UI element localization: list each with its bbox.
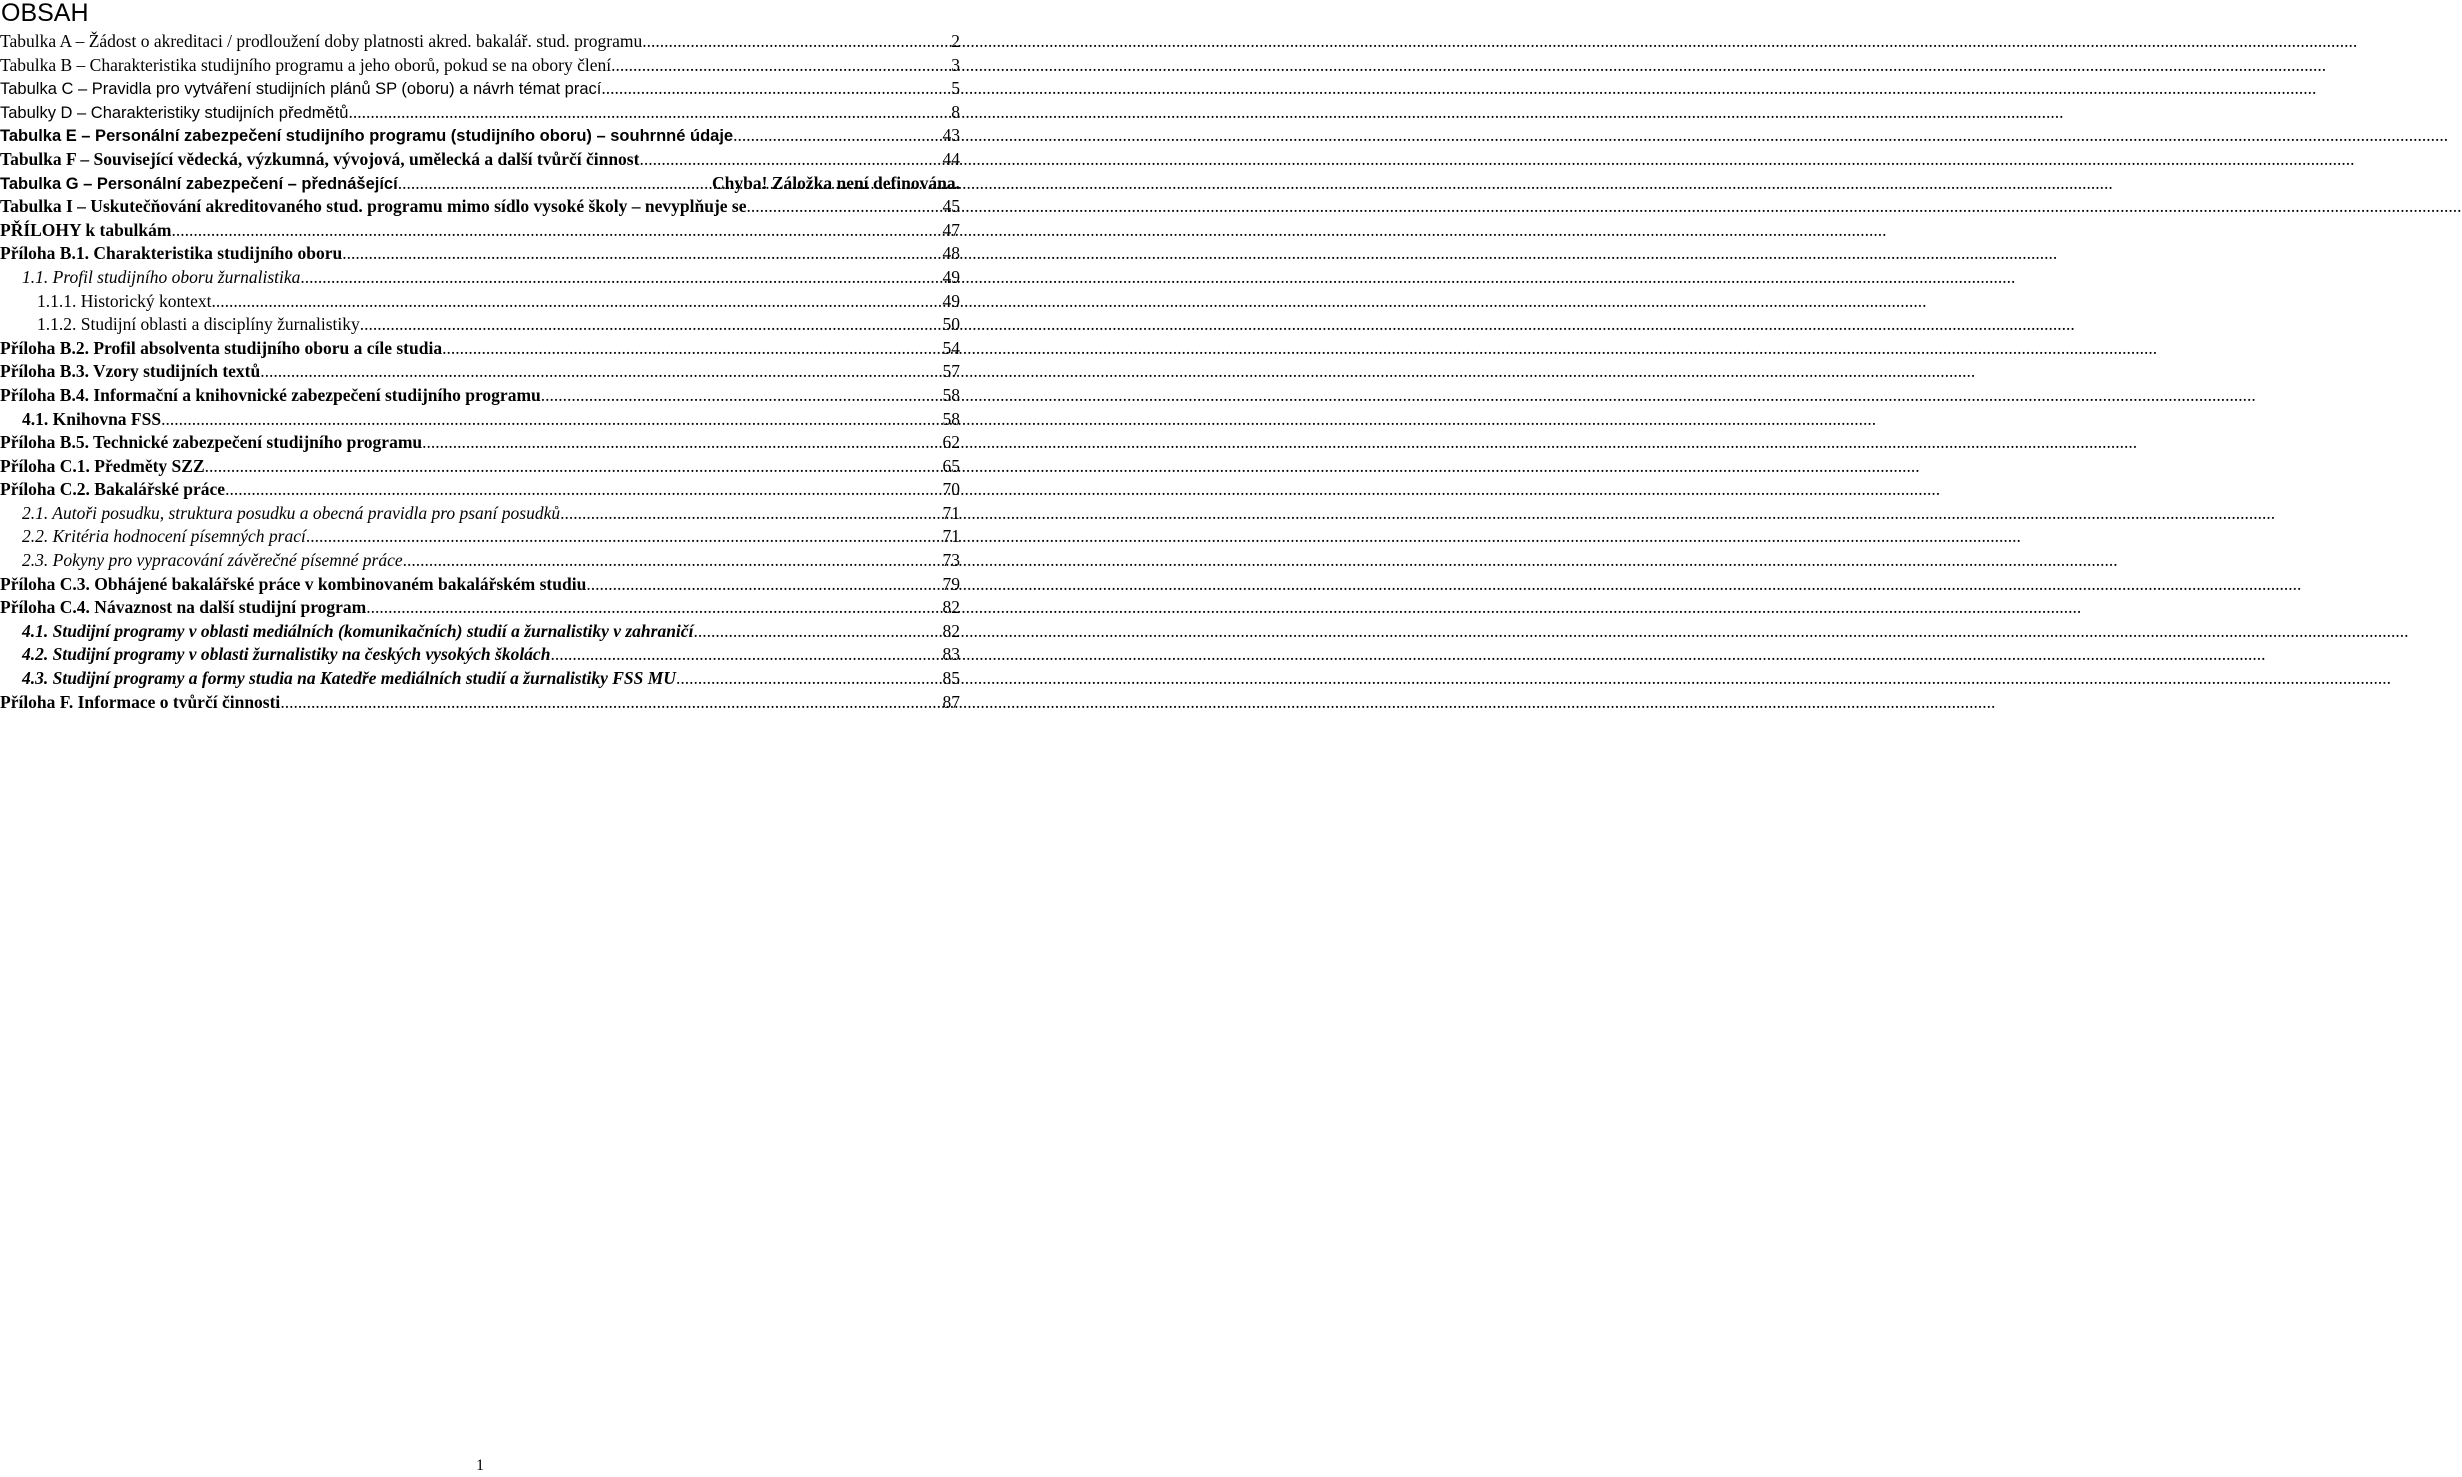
toc-entry[interactable]	[0, 431, 960, 455]
toc-leader-dots	[747, 195, 940, 219]
toc-entry-title: Příloha C.4. Návaznost na další studijní program	[0, 597, 367, 618]
toc-entry-page: 65	[942, 455, 960, 476]
toc-entry[interactable]	[0, 148, 960, 172]
toc-leader-dots	[212, 290, 940, 314]
toc-entry-title: Tabulka B – Charakteristika studijního programu a jeho oborů, pokud se na obory člení	[0, 54, 612, 75]
toc-entry-title: 1.1. Profil studijního oboru žurnalistika	[22, 266, 301, 287]
toc-leader-dots	[693, 620, 939, 644]
toc-entry[interactable]	[0, 124, 960, 148]
toc-entry[interactable]	[0, 643, 960, 667]
toc-entry[interactable]	[0, 219, 960, 243]
toc-entry-title: 4.2. Studijní programy v oblasti žurnalistiky na českých vysokých školách	[22, 644, 551, 665]
toc-entry[interactable]	[0, 478, 960, 502]
toc-entry-title: Příloha C.2. Bakalářské práce	[0, 479, 226, 500]
toc-entry-page: 49	[942, 266, 960, 287]
toc-leader-dots	[280, 691, 939, 715]
table-of-contents	[0, 30, 960, 714]
toc-leader-dots	[260, 360, 939, 384]
toc-entry-page: 82	[942, 620, 960, 641]
toc-entry-page: 57	[942, 361, 960, 382]
toc-entry-page: 71	[942, 526, 960, 547]
toc-entry-page: 5	[951, 78, 960, 99]
toc-entry-title: Příloha B.2. Profil absolventa studijního oboru a cíle studia	[0, 337, 443, 358]
toc-entry-page: 71	[942, 502, 960, 523]
toc-entry-title: Tabulka C – Pravidla pro vytváření studijních plánů SP (oboru) a návrh témat prací	[0, 80, 602, 99]
toc-entry-title: Příloha F. Informace o tvůrčí činnosti	[0, 691, 281, 712]
toc-entry[interactable]	[0, 195, 960, 219]
toc-entry-page: 43	[942, 125, 960, 146]
toc-entry-title: Tabulka A – Žádost o akreditaci / prodloužení doby platnosti akred. bakalář. stud. programu	[0, 31, 643, 51]
toc-entry-page: Chyba! Záložka není definována.	[712, 172, 960, 193]
toc-entry-title: 4.3. Studijní programy a formy studia na Katedře mediálních studií a žurnalistiky FSS MU	[22, 668, 676, 689]
toc-entry-page: 70	[942, 479, 960, 500]
toc-entry[interactable]	[0, 549, 960, 573]
toc-entry-page: 44	[942, 148, 960, 169]
toc-entry-page: 79	[942, 573, 960, 594]
toc-leader-dots	[342, 242, 939, 266]
toc-entry[interactable]	[0, 384, 960, 408]
toc-leader-dots	[733, 124, 939, 148]
toc-entry[interactable]	[0, 573, 960, 597]
toc-entry[interactable]	[0, 77, 960, 101]
toc-entry[interactable]	[0, 313, 960, 337]
toc-leader-dots	[398, 172, 709, 196]
toc-leader-dots	[639, 148, 939, 172]
toc-entry-page: 83	[942, 644, 960, 665]
toc-leader-dots	[541, 384, 940, 408]
toc-entry-title: Příloha B.5. Technické zabezpečení studijního programu	[0, 432, 423, 453]
toc-entry-title: 4.1. Knihovna FSS	[22, 408, 162, 429]
toc-leader-dots	[348, 101, 948, 125]
toc-entry-title: Tabulka E – Personální zabezpečení studijního programu (studijního oboru) – souhrnné údaje	[0, 127, 734, 146]
toc-entry-title: 1.1.2. Studijní oblasti a disciplíny žurnalistiky	[37, 314, 360, 335]
toc-leader-dots	[560, 502, 939, 526]
toc-entry[interactable]	[0, 620, 960, 644]
toc-entry-page: 73	[942, 550, 960, 571]
toc-entry[interactable]	[0, 290, 960, 314]
toc-entry[interactable]	[0, 502, 960, 526]
toc-entry[interactable]	[0, 408, 960, 432]
toc-leader-dots	[306, 525, 940, 549]
toc-leader-dots	[366, 596, 939, 620]
toc-entry-title: Tabulka I – Uskutečňování akreditovaného stud. programu mimo sídlo vysoké školy – nevyplňuje se	[0, 196, 747, 217]
toc-leader-dots	[586, 573, 939, 597]
toc-entry[interactable]	[0, 667, 960, 691]
toc-entry-title: 4.1. Studijní programy v oblasti mediálních (komunikačních) studií a žurnalistiky v zahraničí	[22, 620, 694, 641]
toc-entry[interactable]	[0, 455, 960, 479]
toc-leader-dots	[171, 219, 939, 243]
toc-entry[interactable]	[0, 54, 960, 78]
toc-leader-dots	[360, 313, 940, 337]
toc-entry[interactable]	[0, 172, 960, 196]
toc-entry[interactable]	[0, 525, 960, 549]
toc-entry-title: 2.1. Autoři posudku, struktura posudku a obecná pravidla pro psaní posudků	[22, 502, 561, 523]
toc-entry-page: 8	[951, 101, 960, 122]
toc-entry-title: PŘÍLOHY k tabulkám	[0, 219, 172, 240]
toc-entry-page: 85	[942, 668, 960, 689]
toc-entry[interactable]	[0, 101, 960, 125]
toc-entry[interactable]	[0, 30, 960, 54]
toc-leader-dots	[300, 266, 939, 290]
toc-leader-dots	[550, 643, 939, 667]
toc-leader-dots	[442, 337, 939, 361]
toc-entry[interactable]	[0, 596, 960, 620]
toc-entry-page: 3	[951, 54, 960, 75]
toc-leader-dots	[601, 77, 948, 101]
toc-entry-page: 54	[942, 337, 960, 358]
toc-entry-title: Tabulka F – Související vědecká, výzkumná, vývojová, umělecká a další tvůrčí činnost	[0, 148, 640, 169]
toc-leader-dots	[403, 549, 940, 573]
toc-entry[interactable]	[0, 266, 960, 290]
toc-entry-title: Příloha B.3. Vzory studijních textů	[0, 361, 261, 382]
toc-leader-dots	[205, 455, 940, 479]
toc-entry-page: 2	[951, 31, 960, 51]
toc-leader-dots	[676, 667, 940, 691]
toc-entry-page: 87	[942, 691, 960, 712]
toc-entry-page: 47	[942, 219, 960, 240]
toc-entry-title: Příloha B.4. Informační a knihovnické zabezpečení studijního programu	[0, 384, 541, 405]
toc-entry-page: 58	[942, 408, 960, 429]
toc-leader-dots	[225, 478, 939, 502]
toc-entry-title: 2.2. Kritéria hodnocení písemných prací	[22, 526, 306, 547]
toc-entry-title: Příloha C.1. Předměty SZZ	[0, 455, 205, 476]
page-number: 1	[476, 1457, 484, 1474]
page-title: OBSAH	[1, 0, 89, 27]
toc-entry-title: Příloha B.1. Charakteristika studijního oboru	[0, 243, 343, 264]
toc-entry-page: 50	[942, 314, 960, 335]
toc-leader-dots	[611, 54, 948, 78]
toc-entry[interactable]	[0, 337, 960, 361]
toc-entry-title: 2.3. Pokyny pro vypracování závěrečné písemné práce	[22, 550, 403, 571]
toc-entry-title: Tabulka G – Personální zabezpečení – přednášející	[0, 174, 398, 193]
toc-entry-page: 49	[942, 290, 960, 311]
toc-entry-page: 45	[942, 196, 960, 217]
toc-entry-title: Příloha C.3. Obhájené bakalářské práce v kombinovaném bakalářském studiu	[0, 573, 587, 594]
toc-entry-page: 82	[942, 597, 960, 618]
toc-entry[interactable]	[0, 360, 960, 384]
toc-entry[interactable]	[0, 691, 960, 715]
toc-entry-title: 1.1.1. Historický kontext	[37, 290, 212, 311]
toc-entry-page: 58	[942, 384, 960, 405]
toc-entry[interactable]	[0, 242, 960, 266]
toc-entry-page: 62	[942, 432, 960, 453]
toc-leader-dots	[161, 408, 939, 432]
toc-leader-dots	[642, 30, 948, 54]
toc-leader-dots	[422, 431, 939, 455]
toc-entry-page: 48	[942, 243, 960, 264]
toc-entry-title: Tabulky D – Charakteristiky studijních předmětů	[0, 103, 349, 122]
